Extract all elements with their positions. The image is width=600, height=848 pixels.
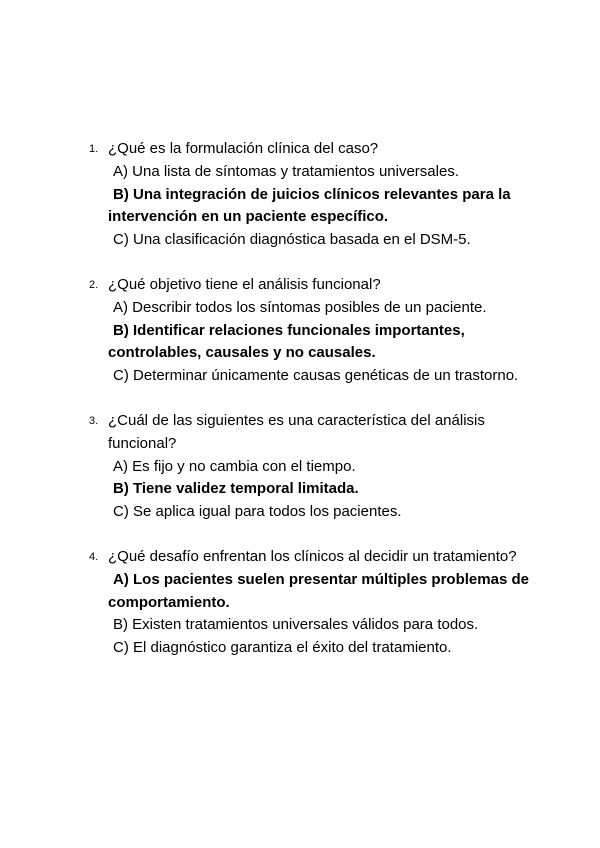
question-text: ¿Qué objetivo tiene el análisis funcional? [108,275,381,293]
question-1 [89,138,529,252]
option-c: C) El diagnóstico garantiza el éxito del tratamiento. [113,639,452,657]
option-c: C) Una clasificación diagnóstica basada en el DSM-5. [113,231,471,249]
option-b-correct: B) Tiene validez temporal limitada. [113,480,359,498]
option-a: A) Describir todos los síntomas posibles de un paciente. [113,298,487,316]
question-number: 3. [89,414,99,427]
option-a: A) Es fijo y no cambia con el tiempo. [113,457,356,475]
question-text: ¿Cuál de las siguientes es una característica del análisis funcional? [108,411,485,452]
question-text: ¿Qué es la formulación clínica del caso? [108,140,379,157]
question-2 [89,274,529,388]
option-b-correct: B) Identificar relaciones funcionales importantes, controlables, causales y no causales. [108,321,465,362]
question-number: 2. [89,278,99,291]
question-3 [89,410,529,524]
question-4 [89,546,529,660]
question-text: ¿Qué desafío enfrentan los clínicos al decidir un tratamiento? [108,547,517,565]
option-b-correct: B) Una integración de juicios clínicos relevantes para la intervención en un paciente específico. [108,185,511,226]
question-number: 1. [89,143,99,155]
option-a-correct: A) Los pacientes suelen presentar múltiples problemas de comportamiento. [108,570,529,611]
question-number: 4. [89,550,99,563]
option-c: C) Se aplica igual para todos los pacientes. [113,503,402,521]
option-c: C) Determinar únicamente causas genéticas de un trastorno. [113,367,519,385]
question-list [89,138,529,660]
option-b: B) Existen tratamientos universales válidos para todos. [113,616,479,634]
option-a: A) Una lista de síntomas y tratamientos universales. [113,162,459,180]
